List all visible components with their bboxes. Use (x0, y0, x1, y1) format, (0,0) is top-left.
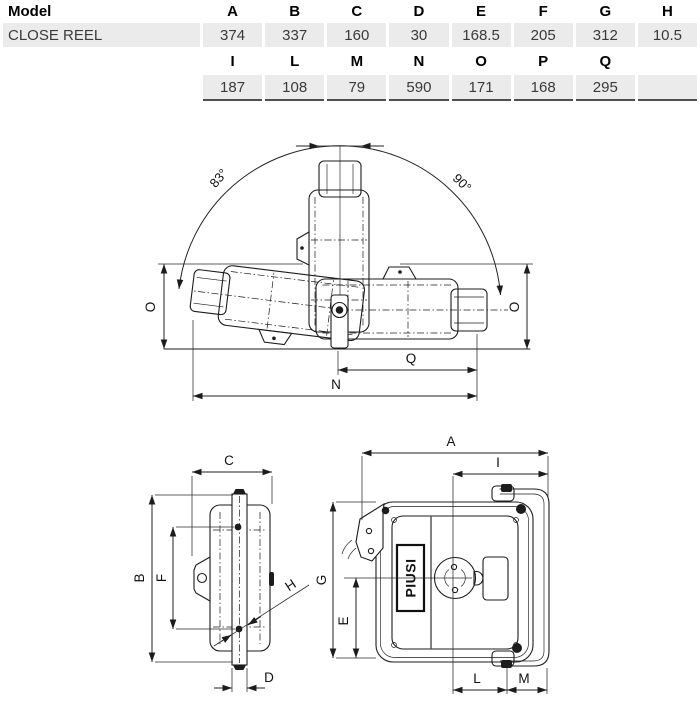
value-p: 168 (514, 75, 573, 101)
dim-label-a: A (446, 434, 456, 449)
front-body (376, 502, 533, 662)
dim-label-n: N (331, 377, 341, 392)
dim-label-h: H (282, 576, 299, 595)
dim-label-e: E (336, 616, 351, 626)
value-g: 312 (576, 23, 635, 47)
piusi-logo-text: PIUSI (402, 558, 419, 598)
value-q: 295 (576, 75, 635, 101)
col-header-b: B (265, 3, 324, 20)
value-o: 171 (452, 75, 511, 101)
value-d: 30 (389, 23, 448, 47)
col-header-n: N (389, 50, 448, 72)
col-header-e: E (452, 3, 511, 20)
dim-label-i: I (496, 455, 500, 470)
col-header-q: Q (576, 50, 635, 72)
col-header-m: M (327, 50, 386, 72)
dim-label-o-left: O (143, 301, 158, 313)
dim-label-f: F (154, 573, 169, 583)
col-header-d: D (389, 3, 448, 20)
col-header-p: P (514, 50, 573, 72)
value-c: 160 (327, 23, 386, 47)
value-h: 10.5 (638, 23, 697, 47)
dim-label-d: D (264, 670, 274, 685)
value-f: 205 (514, 23, 573, 47)
model-name-cell: CLOSE REEL (3, 23, 200, 47)
dim-label-o-right: O (507, 301, 522, 313)
col-header-f: F (514, 3, 573, 20)
angle-label-83: 83° (206, 165, 231, 191)
dim-label-q: Q (405, 351, 417, 366)
label-plate (483, 557, 508, 600)
value-i: 187 (203, 75, 262, 101)
col-header-g: G (576, 3, 635, 20)
dim-label-g: G (314, 574, 329, 586)
col-header-h: H (638, 3, 697, 20)
value-b: 337 (265, 23, 324, 47)
value-m: 79 (327, 75, 386, 101)
dim-label-m: M (518, 671, 530, 686)
inlet-bracket (342, 504, 389, 561)
col-header-i: I (203, 50, 262, 72)
dim-label-b: B (132, 573, 147, 583)
col-header-a: A (203, 3, 262, 20)
col-header-c: C (327, 3, 386, 20)
angle-label-90: 90° (449, 170, 475, 195)
dim-label-c: C (224, 453, 234, 468)
value-n: 590 (389, 75, 448, 101)
pivot-pin (336, 306, 344, 314)
top-view-drawing (143, 146, 533, 401)
value-a: 374 (203, 23, 262, 47)
value-l: 108 (265, 75, 324, 101)
front-view-drawing (314, 434, 549, 694)
col-header-model: Model (3, 3, 200, 20)
side-view-drawing (132, 453, 309, 692)
col-header-l: L (265, 50, 324, 72)
mounting-tab-bottom (492, 643, 522, 668)
col-header-o: O (452, 50, 511, 72)
dim-label-l: L (473, 671, 481, 686)
value-e: 168.5 (452, 23, 511, 47)
